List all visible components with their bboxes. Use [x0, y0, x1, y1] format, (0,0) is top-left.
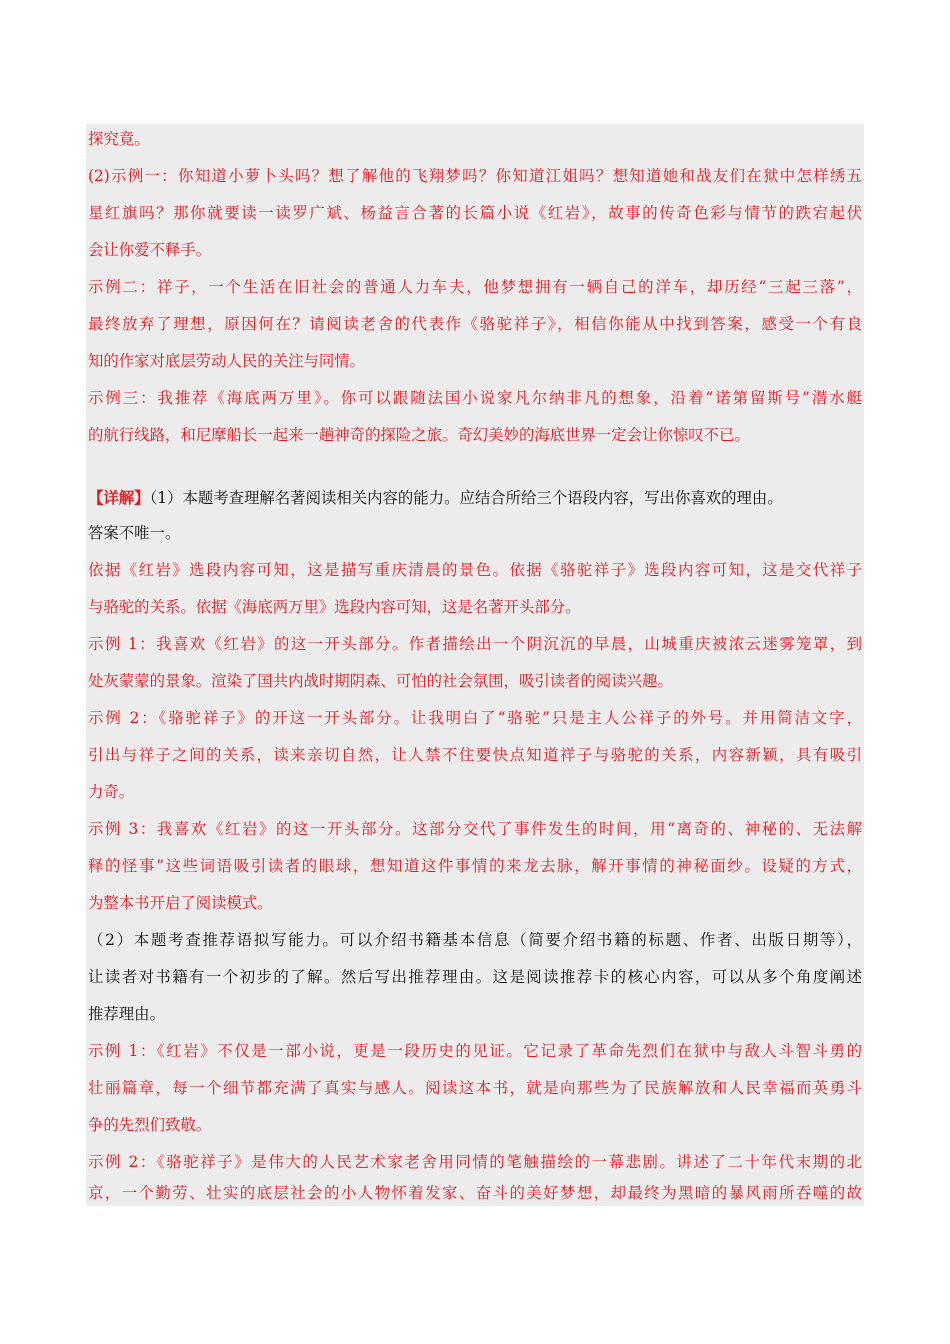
detail-line: 力奇。: [88, 783, 135, 801]
detail-line: 示例 3：我喜欢《红岩》的这一开头部分。这部分交代了事件发生的时间，用“离奇的、神秘的、无法解: [88, 820, 862, 838]
detail-line: 答案不唯一。: [88, 524, 181, 542]
answer-line: 示例二：祥子，一个生活在旧社会的普通人力车夫，他梦想拥有一辆自己的洋车，却历经“三起三落”，: [88, 278, 862, 296]
detail-line: 示例 2：《骆驼祥子》是伟大的人民艺术家老舍用同情的笔触描绘的一幕悲剧。讲述了二十年代末期的北: [88, 1153, 862, 1171]
answer-line: 示例三：我推荐《海底两万里》。你可以跟随法国小说家凡尔纳非凡的想象，沿着“诺第留斯号”潜水艇: [88, 389, 862, 407]
detail-line: 京，一个勤劳、壮实的底层社会的小人物怀着发家、奋斗的美好梦想，却最终为黑暗的暴风雨所吞噬的故: [88, 1184, 862, 1202]
detail-line: 让读者对书籍有一个初步的了解。然后写出推荐理由。这是阅读推荐卡的核心内容，可以从多个角度阐述: [88, 968, 862, 986]
answer-line: 会让你爱不释手。: [88, 241, 212, 259]
detail-section: [86, 481, 864, 1206]
section-spacer: [86, 451, 864, 481]
detail-line: 处灰蒙蒙的景象。渲染了国共内战时期阴森、可怕的社会氛围，吸引读者的阅读兴趣。: [88, 672, 673, 690]
answer-line: 知的作家对底层劳动人民的关注与同情。: [88, 352, 366, 370]
answer-line: 星红旗吗？那你就要读一读罗广斌、杨益言合著的长篇小说《红岩》，故事的传奇色彩与情节的跌宕起伏: [88, 204, 862, 222]
detail-line: （2）本题考查推荐语拟写能力。可以介绍书籍基本信息（简要介绍书籍的标题、作者、出版日期等），: [88, 931, 862, 949]
detail-line: 争的先烈们致敬。: [88, 1116, 212, 1134]
detail-line: 壮丽篇章，每一个细节都充满了真实与感人。阅读这本书，就是向那些为了民族解放和人民幸福而英勇斗: [88, 1079, 862, 1097]
answer-line: 的航行线路，和尼摩船长一起来一趟神奇的探险之旅。奇幻美妙的海底世界一定会让你惊叹不已。: [88, 426, 750, 444]
detail-line: 释的怪事”这些词语吸引读者的眼球，想知道这件事情的来龙去脉，解开事情的神秘面纱。设疑的方式，: [88, 857, 862, 875]
detail-line: 示例 2：《骆驼祥子》的开这一开头部分。让我明白了“骆驼”只是主人公祥子的外号。并用简洁文字，: [88, 709, 862, 727]
detail-line: 引出与祥子之间的关系，读来亲切自然，让人禁不住要快点知道祥子与骆驼的关系，内容新颖，具有吸引: [88, 746, 862, 764]
answer-line: (2)示例一：你知道小萝卜头吗？想了解他的飞翔梦吗？你知道江姐吗？想知道她和战友们在狱中怎样绣五: [88, 167, 862, 185]
detail-line: 与骆驼的关系。依据《海底两万里》选段内容可知，这是名著开头部分。: [88, 598, 581, 616]
answer-line: 探究竟。: [88, 130, 150, 148]
detail-line: 为整本书开启了阅读模式。: [88, 894, 273, 912]
answer-section: [86, 124, 864, 451]
detail-line: 依据《红岩》选段内容可知，这是描写重庆清晨的景色。依据《骆驼祥子》选段内容可知，这是交代祥子: [88, 561, 862, 579]
detail-first-line: [88, 485, 862, 511]
detail-line: 示例 1：《红岩》不仅是一部小说，更是一段历史的见证。它记录了革命先烈们在狱中与敌人斗智斗勇的: [88, 1042, 862, 1060]
answer-line: 最终放弃了理想，原因何在？请阅读老舍的代表作《骆驼祥子》，相信你能从中找到答案，感受一个有良: [88, 315, 862, 333]
detail-tag: 【详解】: [88, 489, 150, 507]
detail-question-1-intro: （1）本题考查理解名著阅读相关内容的能力。应结合所给三个语段内容，写出你喜欢的理由。: [149, 489, 783, 507]
detail-line: 示例 1：我喜欢《红岩》的这一开头部分。作者描绘出一个阴沉沉的早晨，山城重庆被浓云迷雾笼罩，到: [88, 635, 862, 653]
detail-line: 推荐理由。: [88, 1005, 165, 1023]
